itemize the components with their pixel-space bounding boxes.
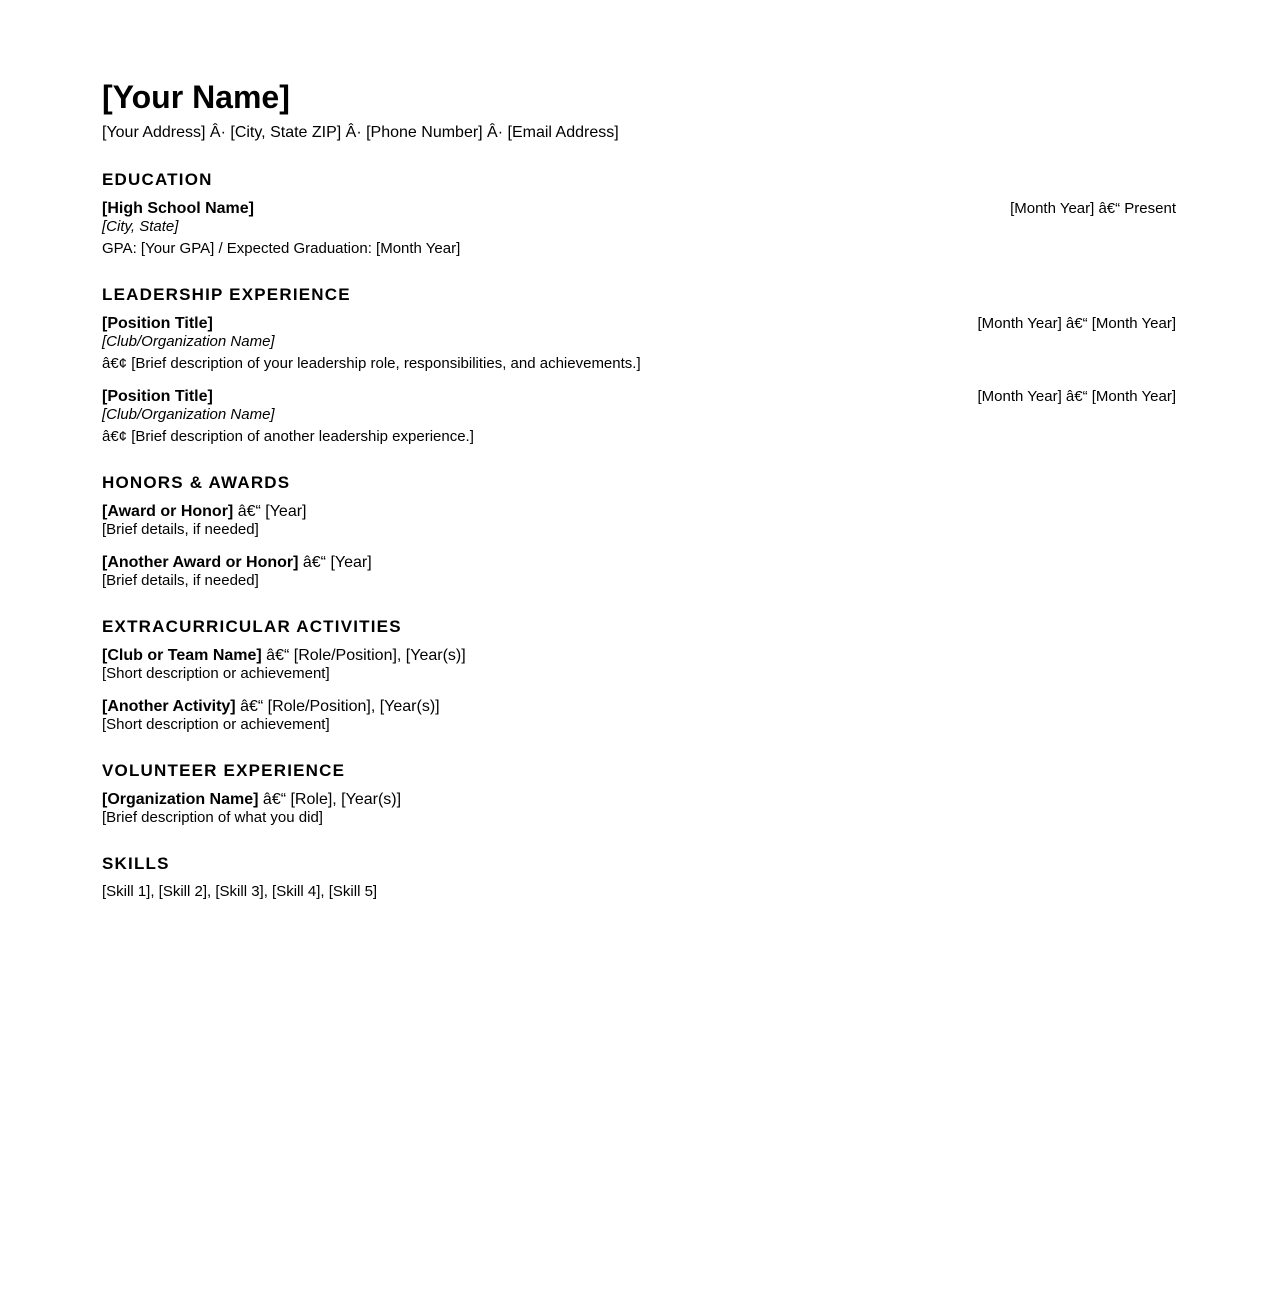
honor-entry <box>102 553 1176 590</box>
volunteer-detail: [Brief description of what you did] <box>102 809 323 826</box>
honor-name: [Another Award or Honor] <box>102 554 299 571</box>
entry-date: [Month Year] â€“ [Month Year] <box>977 388 1176 405</box>
honor-head <box>102 502 1176 521</box>
volunteer-entry <box>102 790 1176 827</box>
volunteer-head <box>102 790 1176 809</box>
section-extracurricular <box>102 617 1176 734</box>
entry-date: [Month Year] â€“ Present <box>1010 200 1176 217</box>
leadership-description: â€¢ [Brief description of your leadership role, responsibilities, and achievements.] <box>102 355 641 372</box>
activity-head <box>102 697 1176 716</box>
section-title-skills: SKILLS <box>102 854 170 873</box>
honor-detail: [Brief details, if needed] <box>102 572 259 589</box>
section-title-leadership: LEADERSHIP EXPERIENCE <box>102 285 351 304</box>
skills-list: [Skill 1], [Skill 2], [Skill 3], [Skill 4], [Skill 5] <box>102 883 378 900</box>
honor-entry <box>102 502 1176 539</box>
section-education <box>102 170 1176 258</box>
entry-date: [Month Year] â€“ [Month Year] <box>977 315 1176 332</box>
position-title: [Position Title] <box>102 388 213 405</box>
honor-name: [Award or Honor] <box>102 503 234 520</box>
section-title-honors: HONORS & AWARDS <box>102 473 291 492</box>
section-leadership <box>102 285 1176 446</box>
activity-name: [Another Activity] <box>102 698 236 715</box>
entry-head <box>102 314 1176 333</box>
section-honors <box>102 473 1176 590</box>
section-volunteer <box>102 761 1176 827</box>
organization-name: [Club/Organization Name] <box>102 333 275 350</box>
volunteer-org: [Organization Name] <box>102 791 259 808</box>
honor-year: â€“ [Year] <box>233 503 307 520</box>
leadership-entry <box>102 314 1176 373</box>
activity-head <box>102 646 1176 665</box>
activity-entry <box>102 697 1176 734</box>
honor-detail: [Brief details, if needed] <box>102 521 259 538</box>
activity-name: [Club or Team Name] <box>102 647 262 664</box>
school-name: [High School Name] <box>102 200 255 217</box>
entry-head <box>102 199 1176 218</box>
activity-role: â€“ [Role/Position], [Year(s)] <box>261 647 466 664</box>
activity-detail: [Short description or achievement] <box>102 716 330 733</box>
entry-head <box>102 387 1176 406</box>
education-entry <box>102 199 1176 258</box>
activity-role: â€“ [Role/Position], [Year(s)] <box>235 698 440 715</box>
leadership-description: â€¢ [Brief description of another leadership experience.] <box>102 428 474 445</box>
position-title: [Position Title] <box>102 315 213 332</box>
activity-entry <box>102 646 1176 683</box>
leadership-entry <box>102 387 1176 446</box>
school-location: [City, State] <box>102 218 179 235</box>
volunteer-role: â€“ [Role], [Year(s)] <box>258 791 402 808</box>
section-title-education: EDUCATION <box>102 170 213 189</box>
section-skills <box>102 854 1176 901</box>
education-details: GPA: [Your GPA] / Expected Graduation: [Month Year] <box>102 240 461 257</box>
resume-page <box>102 78 1176 901</box>
section-title-extracurricular: EXTRACURRICULAR ACTIVITIES <box>102 617 402 636</box>
contact-line: [Your Address] Â· [City, State ZIP] Â· [Phone Number] Â· [Email Address] <box>102 124 619 141</box>
honor-year: â€“ [Year] <box>298 554 372 571</box>
resume-name: [Your Name] <box>102 79 290 115</box>
activity-detail: [Short description or achievement] <box>102 665 330 682</box>
honor-head <box>102 553 1176 572</box>
section-title-volunteer: VOLUNTEER EXPERIENCE <box>102 761 346 780</box>
organization-name: [Club/Organization Name] <box>102 406 275 423</box>
